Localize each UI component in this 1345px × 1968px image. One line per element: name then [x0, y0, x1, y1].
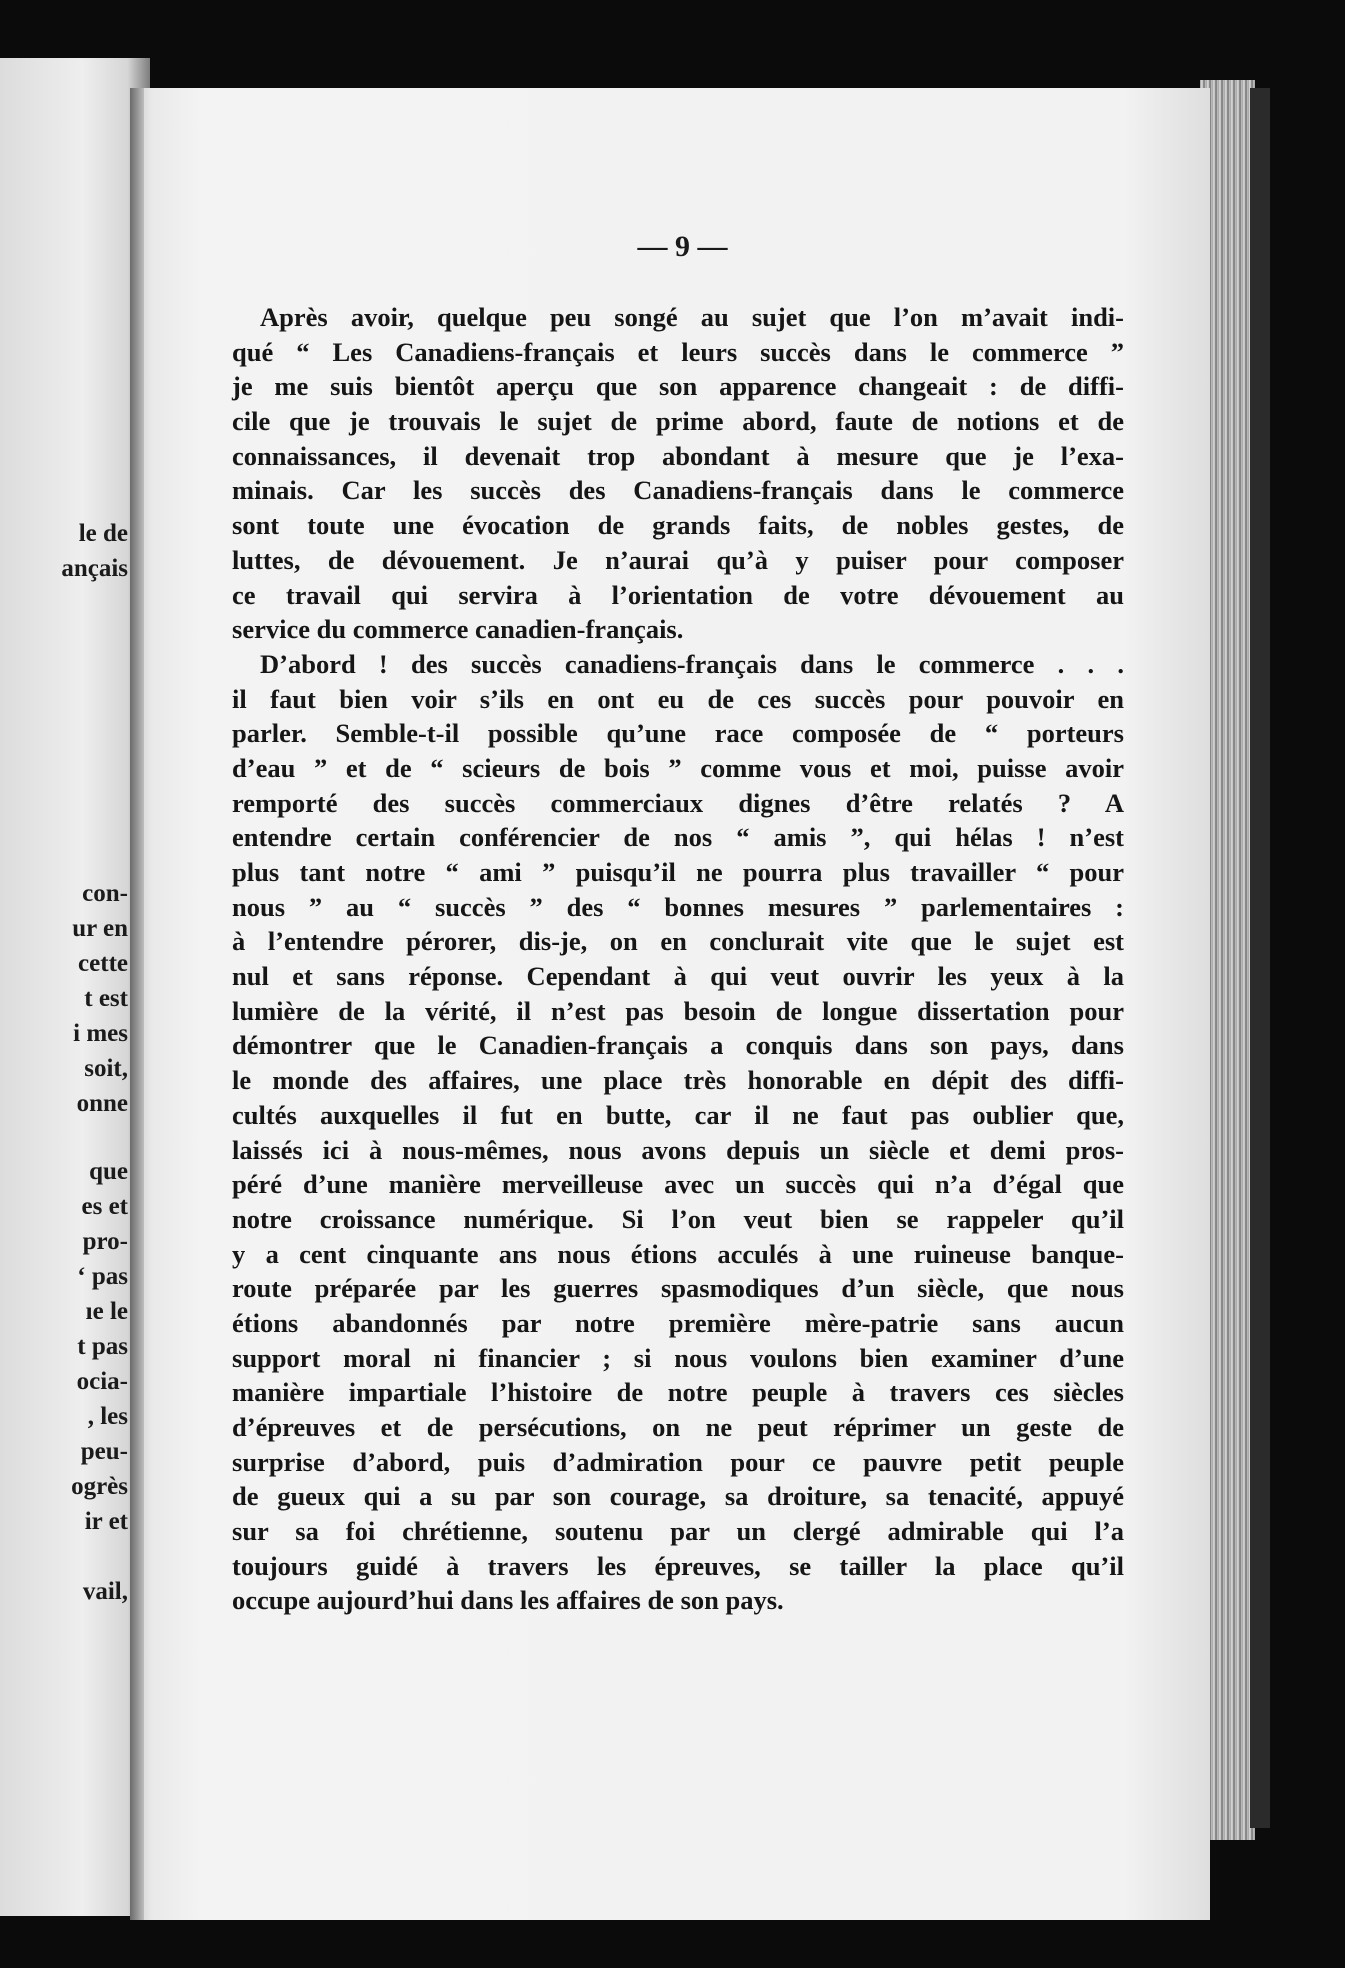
left-page-line: t est: [84, 985, 128, 1012]
previous-page-fragment: [0, 58, 150, 1916]
book-gutter: [130, 88, 144, 1920]
text-line: support moral ni financier ; si nous voulons bien examiner d’une: [232, 1342, 1124, 1373]
text-line: qué “ Les Canadiens-français et leurs succès dans le commerce ”: [232, 336, 1124, 367]
left-page-line: onne: [76, 1090, 128, 1117]
text-line: péré d’une manière merveilleuse avec un succès qui n’a d’égal que: [232, 1169, 1124, 1200]
text-line: lumière de la vérité, il n’est pas besoin de longue dissertation pour: [232, 995, 1124, 1026]
left-page-line: ocia-: [76, 1368, 128, 1395]
text-line: manière impartiale l’histoire de notre peuple à travers ces siècles: [232, 1377, 1124, 1408]
left-page-line: con-: [82, 880, 128, 907]
left-page-line: ançais: [61, 555, 128, 582]
text-line: luttes, de dévouement. Je n’aurai qu’à y puiser pour composer: [232, 544, 1124, 575]
left-page-line: le de: [78, 520, 128, 547]
text-line: nous ” au “ succès ” des “ bonnes mesures ” parlementaires :: [232, 891, 1124, 922]
text-line: parler. Semble-t-il possible qu’une race composée de “ porteurs: [232, 718, 1124, 749]
text-line: route préparée par les guerres spasmodiques d’un siècle, que nous: [232, 1273, 1124, 1304]
text-line: ce travail qui servira à l’orientation de votre dévouement au: [232, 579, 1124, 610]
left-page-line: , les: [87, 1403, 128, 1430]
text-line: d’eau ” et de “ scieurs de bois ” comme vous et moi, puisse avoir: [232, 752, 1124, 783]
left-page-line: t pas: [77, 1333, 128, 1360]
left-page-line: i mes: [73, 1020, 128, 1047]
left-page-line: ıe le: [85, 1298, 128, 1325]
text-line: le monde des affaires, une place très honorable en dépit des diffi-: [232, 1065, 1124, 1096]
text-line: sont toute une évocation de grands faits, de nobles gestes, de: [232, 510, 1124, 541]
text-line: d’épreuves et de persécutions, on ne peut réprimer un geste de: [232, 1412, 1124, 1442]
text-line: notre croissance numérique. Si l’on veut bien se rappeler qu’il: [232, 1203, 1124, 1234]
text-line: je me suis bientôt aperçu que son apparence changeait : de diffi-: [232, 371, 1124, 402]
text-line: laissés ici à nous-mêmes, nous avons depuis un siècle et demi pros-: [232, 1134, 1124, 1165]
text-line: étions abandonnés par notre première mère-patrie sans aucun: [232, 1307, 1124, 1338]
text-line: cultés auxquelles il fut en butte, car il ne faut pas oublier que,: [232, 1099, 1124, 1130]
text-line: occupe aujourd’hui dans les affaires de son pays.: [232, 1585, 784, 1616]
text-line: à l’entendre pérorer, dis-je, on en conclurait vite que le sujet est: [232, 926, 1124, 957]
text-line: Après avoir, quelque peu songé au sujet que l’on m’avait indi-: [260, 302, 1124, 332]
left-page-line: ir et: [84, 1508, 128, 1535]
text-line: entendre certain conférencier de nos “ amis ”, qui hélas ! n’est: [232, 822, 1124, 853]
text-line: D’abord ! des succès canadiens-français dans le commerce . . .: [260, 648, 1124, 679]
left-page-line: que: [89, 1158, 128, 1185]
text-line: connaissances, il devenait trop abondant à mesure que je l’exa-: [232, 440, 1124, 471]
left-page-line: ‘ pas: [77, 1263, 128, 1290]
left-page-line: cette: [78, 950, 128, 977]
left-page-line: ur en: [72, 915, 128, 942]
text-line: il faut bien voir s’ils en ont eu de ces succès pour pouvoir en: [232, 683, 1124, 714]
left-page-line: pro-: [82, 1228, 128, 1255]
text-line: cile que je trouvais le sujet de prime abord, faute de notions et de: [232, 406, 1124, 437]
left-page-line: ogrès: [71, 1473, 128, 1500]
text-line: de gueux qui a su par son courage, sa droiture, sa tenacité, appuyé: [232, 1481, 1124, 1512]
left-page-line: es et: [81, 1193, 128, 1220]
left-page-line: vail,: [82, 1578, 128, 1605]
page-number: — 9 —: [637, 230, 728, 263]
text-line: surprise d’abord, puis d’admiration pour ce pauvre petit peuple: [232, 1446, 1124, 1477]
text-line: démontrer que le Canadien-français a conquis dans son pays, dans: [232, 1030, 1124, 1061]
page-edge-shadow: [1250, 88, 1270, 1828]
page-body-text: [232, 300, 1124, 1618]
text-line: plus tant notre “ ami ” puisqu’il ne pourra plus travailler “ pour: [232, 857, 1124, 887]
text-line: service du commerce canadien-français.: [232, 614, 684, 645]
text-line: toujours guidé à travers les épreuves, se tailler la place qu’il: [232, 1550, 1124, 1581]
text-line: sur sa foi chrétienne, soutenu par un clergé admirable qui l’a: [232, 1516, 1124, 1547]
left-page-line: peu-: [80, 1438, 128, 1465]
text-line: y a cent cinquante ans nous étions acculés à une ruineuse banque-: [232, 1238, 1124, 1269]
text-line: nul et sans réponse. Cependant à qui veut ouvrir les yeux à la: [232, 961, 1124, 992]
left-page-line: soit,: [84, 1055, 128, 1082]
text-line: minais. Car les succès des Canadiens-français dans le commerce: [232, 475, 1124, 506]
text-line: remporté des succès commerciaux dignes d’être relatés ? A: [232, 787, 1124, 818]
